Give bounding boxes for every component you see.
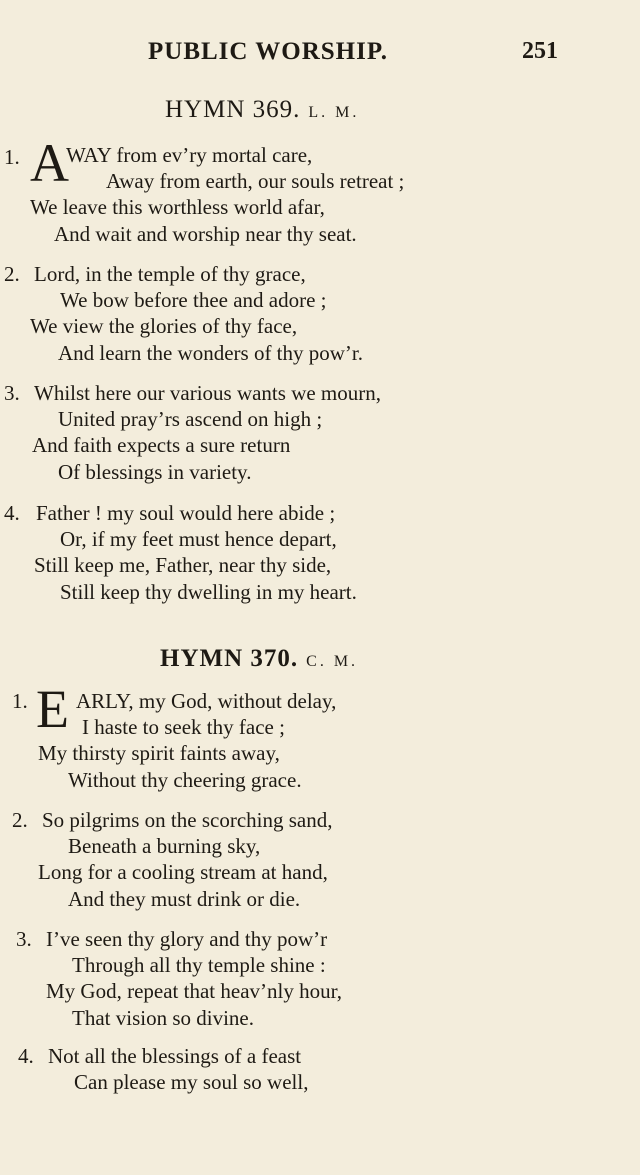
verse-line: ARLY, my God, without delay, <box>76 689 337 713</box>
verse-line: And faith expects a sure return <box>32 433 291 457</box>
verse-line: I’ve seen thy glory and thy pow’r <box>46 927 328 951</box>
verse-number: 2. <box>4 262 20 286</box>
verse-line: My God, repeat that heav’nly hour, <box>46 979 342 1003</box>
hymn-369-heading <box>165 96 359 124</box>
verse-line: Lord, in the temple of thy grace, <box>34 262 306 286</box>
verse-line: Not all the blessings of a feast <box>48 1044 302 1068</box>
verse-line: And learn the wonders of thy pow’r. <box>58 341 364 365</box>
verse-line: Without thy cheering grace. <box>68 768 302 792</box>
verse-line: We bow before thee and adore ; <box>60 288 327 312</box>
verse-line: We leave this worthless world afar, <box>30 195 325 219</box>
verse-line: So pilgrims on the scorching sand, <box>42 808 333 832</box>
verse-number: 3. <box>16 927 32 951</box>
verse-line: Of blessings in variety. <box>58 460 252 484</box>
verse-number: 2. <box>12 808 28 832</box>
hymn-369-meter: L. M. <box>308 104 360 121</box>
running-head <box>0 38 640 72</box>
verse-line: I haste to seek thy face ; <box>82 715 285 739</box>
verse-number: 1. <box>12 689 28 713</box>
verse-line: Father ! my soul would here abide ; <box>36 501 336 525</box>
verse-line: Whilst here our various wants we mourn, <box>34 381 382 405</box>
verse-number: 1. <box>4 145 20 169</box>
verse-line: Or, if my feet must hence depart, <box>60 527 337 551</box>
verse-line: Through all thy temple shine : <box>72 953 326 977</box>
hymn-370-title: HYMN 370. <box>160 645 299 672</box>
verse-line: Long for a cooling stream at hand, <box>38 860 328 884</box>
hymn-370-heading <box>160 645 358 673</box>
verse-line: Still keep thy dwelling in my heart. <box>60 580 357 604</box>
verse-line: Can please my soul so well, <box>74 1070 309 1094</box>
verse-line: And wait and worship near thy seat. <box>54 222 357 246</box>
verse-line: Away from earth, our souls retreat ; <box>106 169 405 193</box>
verse-line: WAY from ev’ry mortal care, <box>66 143 313 167</box>
drop-cap: A <box>30 133 69 193</box>
verse-number: 4. <box>18 1044 34 1068</box>
verse-line: Beneath a burning sky, <box>68 834 261 858</box>
drop-cap: E <box>36 679 69 739</box>
hymn-370-meter: C. M. <box>306 653 359 670</box>
verse-line: United pray’rs ascend on high ; <box>58 407 323 431</box>
verse-number: 3. <box>4 381 20 405</box>
verse-line: That vision so divine. <box>72 1006 254 1030</box>
verse-line: Still keep me, Father, near thy side, <box>34 553 332 577</box>
verse-line: And they must drink or die. <box>68 887 301 911</box>
verse-line: We view the glories of thy face, <box>30 314 298 338</box>
page-number: 251 <box>522 38 558 64</box>
verse-line: My thirsty spirit faints away, <box>38 741 280 765</box>
running-title: PUBLIC WORSHIP. <box>148 38 389 65</box>
verse-number: 4. <box>4 501 20 525</box>
hymn-369-title: HYMN 369. <box>165 96 301 123</box>
